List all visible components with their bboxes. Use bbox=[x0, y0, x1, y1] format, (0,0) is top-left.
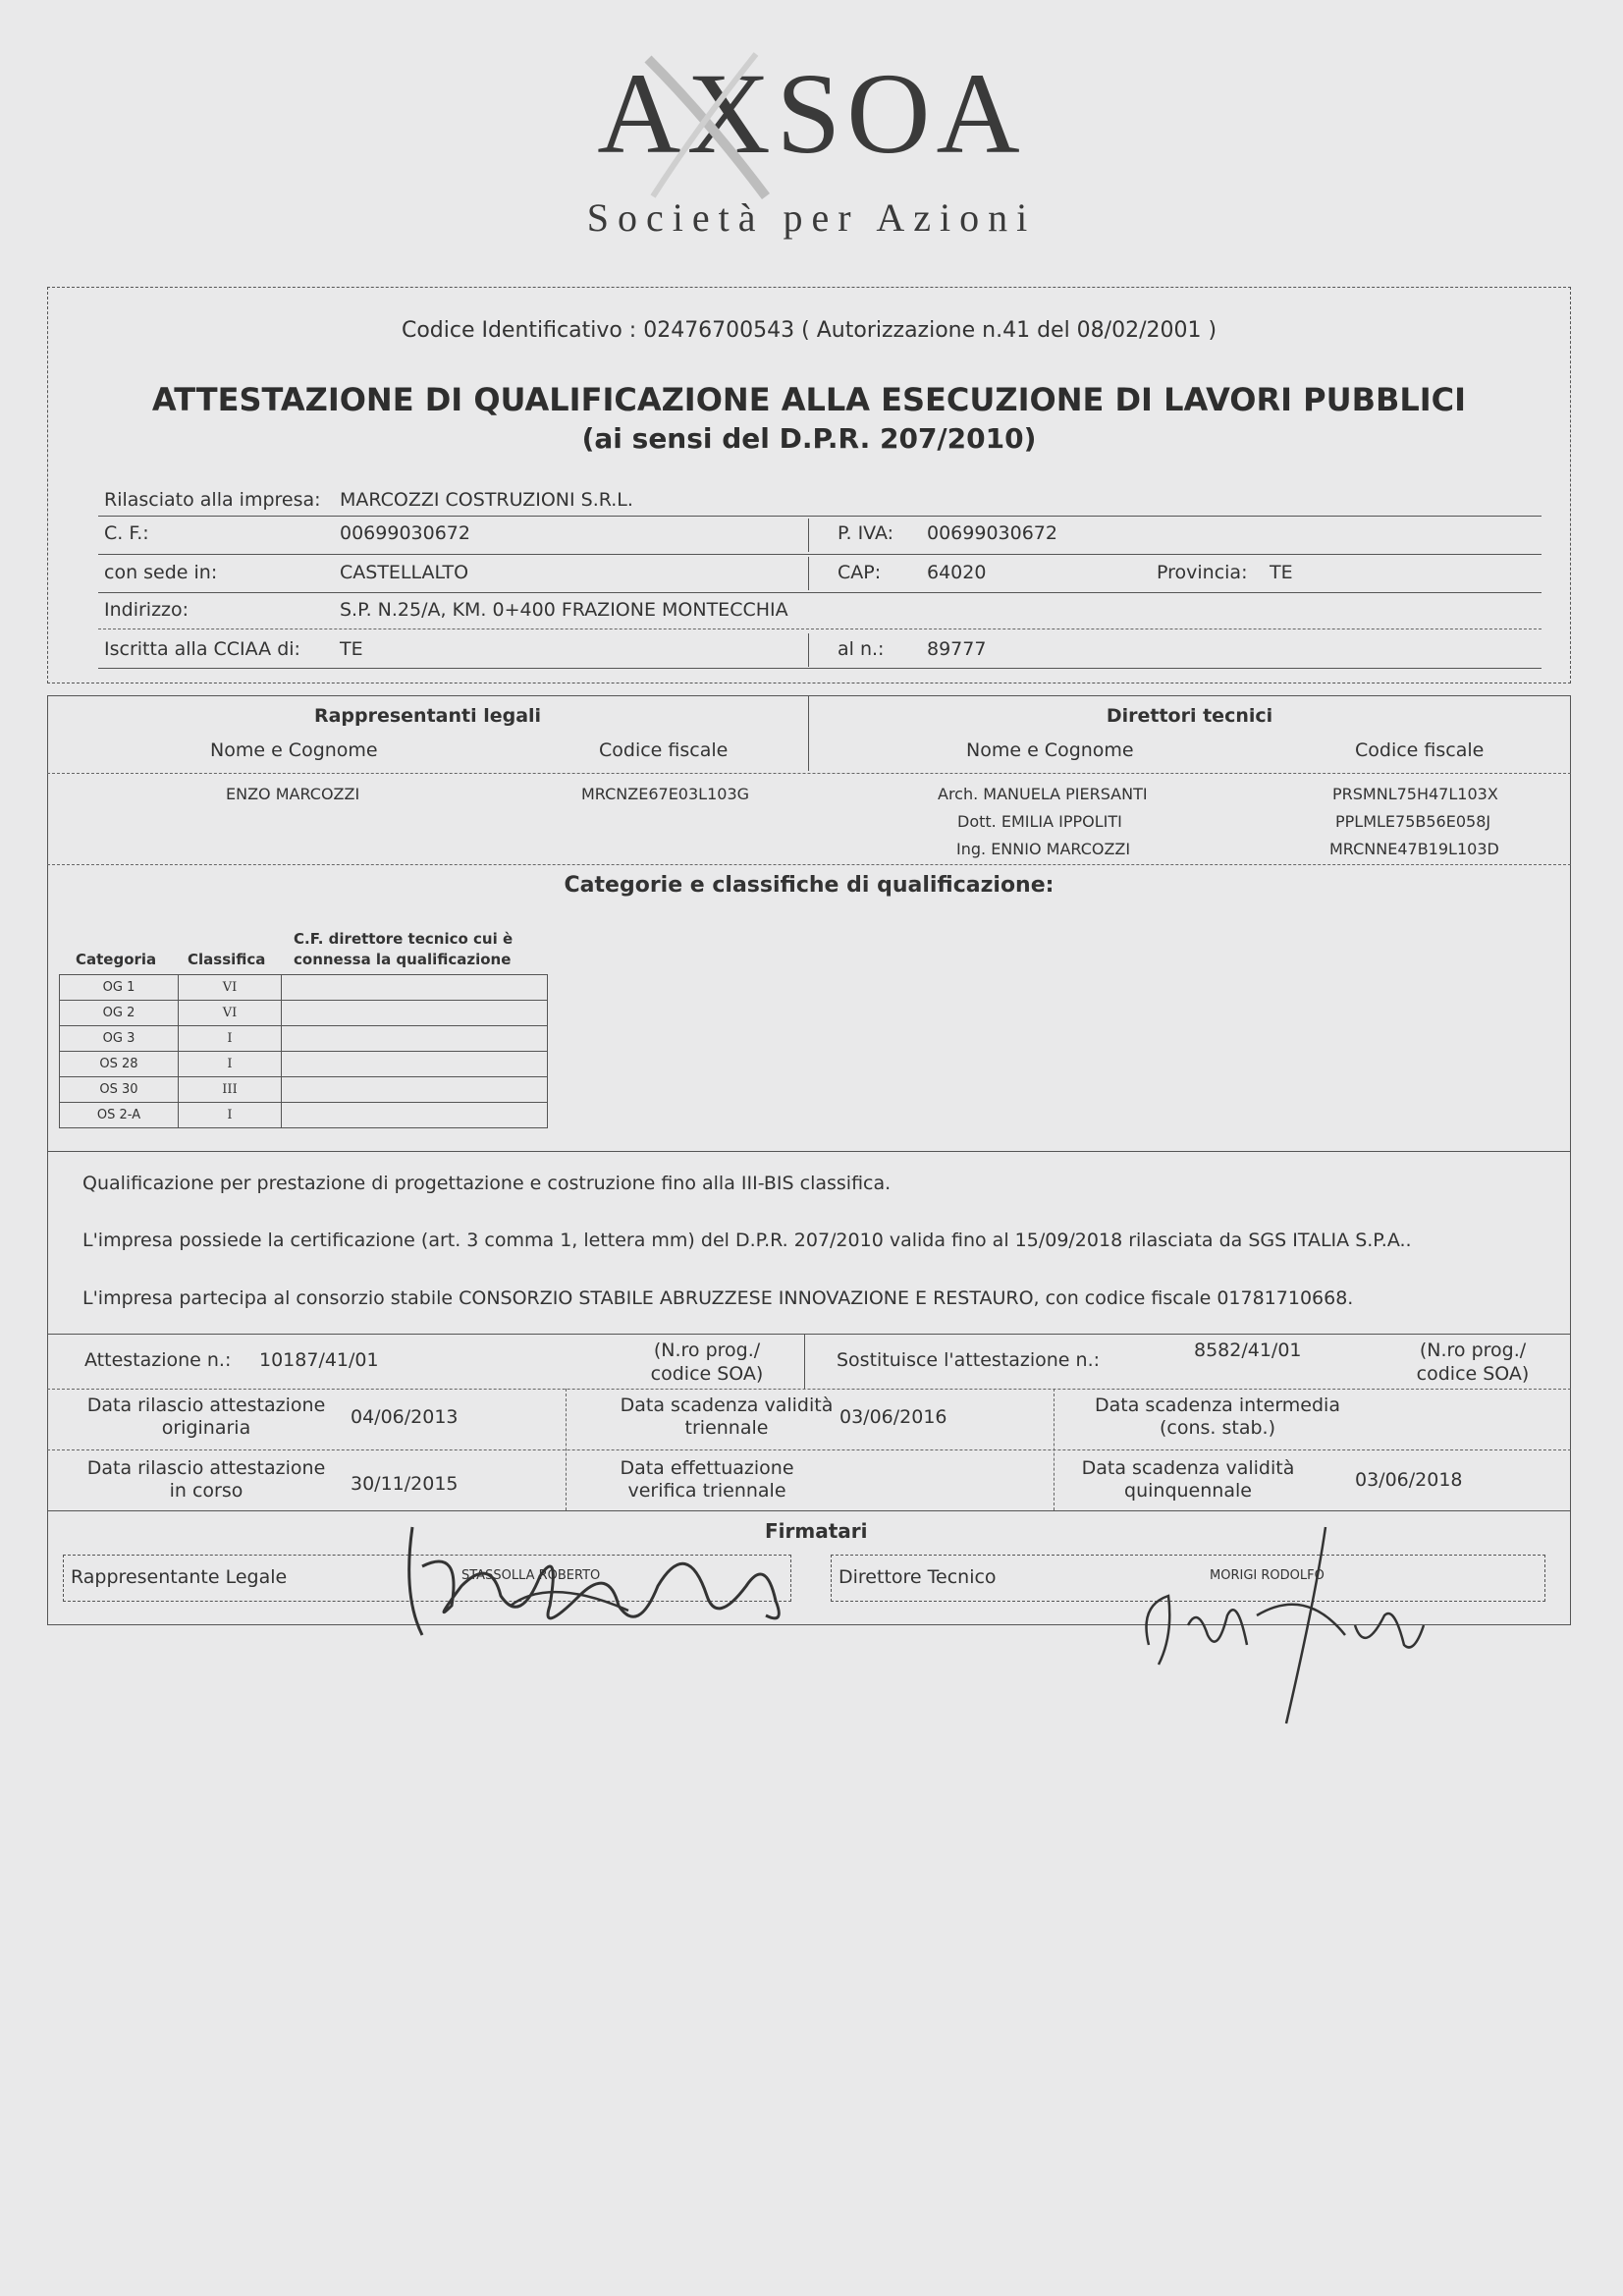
cat-cell: OS 2-A bbox=[60, 1103, 179, 1128]
prog-note-2b: codice SOA) bbox=[1416, 1363, 1530, 1385]
document-title: ATTESTAZIONE DI QUALIFICAZIONE ALLA ESECUZIONE DI LAVORI PUBBLICI bbox=[151, 381, 1467, 418]
legal-rep-name: ENZO MARCOZZI bbox=[226, 785, 360, 803]
company-name: MARCOZZI COSTRUZIONI S.R.L. bbox=[340, 489, 633, 511]
label-replaces: Sostituisce l'attestazione n.: bbox=[837, 1349, 1101, 1371]
tech-director-cf: MRCNNE47B19L103D bbox=[1329, 840, 1499, 858]
table-row bbox=[60, 1077, 548, 1103]
company-aln: 89777 bbox=[927, 638, 987, 660]
label-sede: con sede in: bbox=[104, 562, 218, 583]
cat-cell: OG 3 bbox=[60, 1026, 179, 1052]
label-scad-tri-2: triennale bbox=[684, 1417, 769, 1439]
label-cciaa: Iscritta alla CCIAA di: bbox=[104, 638, 300, 660]
cat-cell: OS 30 bbox=[60, 1077, 179, 1103]
label-rilascio-orig-2: originaria bbox=[161, 1417, 251, 1439]
label-aln: al n.: bbox=[838, 638, 885, 660]
legal-col-name: Nome e Cognome bbox=[210, 739, 378, 761]
label-scad-tri-1: Data scadenza validità bbox=[620, 1394, 834, 1416]
company-cciaa: TE bbox=[340, 638, 363, 660]
label-cap: CAP: bbox=[838, 562, 882, 583]
tech-signatory-label: Direttore Tecnico bbox=[839, 1566, 997, 1588]
label-company: Rilasciato alla impresa: bbox=[104, 489, 321, 511]
legal-signatory-name: STASSOLLA ROBERTO bbox=[461, 1568, 601, 1583]
prog-note-1b: codice SOA) bbox=[650, 1363, 764, 1385]
label-verifica-2: verifica triennale bbox=[627, 1480, 786, 1502]
class-cell: III bbox=[179, 1077, 282, 1103]
table-row bbox=[60, 975, 548, 1001]
legal-rep-cf: MRCNZE67E03L103G bbox=[581, 785, 750, 803]
label-cf: C. F.: bbox=[104, 522, 149, 544]
tech-col-cf: Codice fiscale bbox=[1355, 739, 1485, 761]
label-rilascio-corso-2: in corso bbox=[169, 1480, 243, 1502]
tech-director-name: Arch. MANUELA PIERSANTI bbox=[938, 785, 1148, 803]
label-scad-int-1: Data scadenza intermedia bbox=[1095, 1394, 1340, 1416]
cat-col-categoria: Categoria bbox=[76, 951, 157, 968]
company-cap: 64020 bbox=[927, 562, 987, 583]
company-cf: 00699030672 bbox=[340, 522, 470, 544]
company-indirizzo: S.P. N.25/A, KM. 0+400 FRAZIONE MONTECCHIA bbox=[340, 599, 788, 621]
cat-cell: OG 1 bbox=[60, 975, 179, 1001]
rilascio-orig: 04/06/2013 bbox=[351, 1406, 459, 1428]
class-cell: VI bbox=[179, 1001, 282, 1026]
categories-table bbox=[59, 974, 548, 1128]
logo-subtitle: Società per Azioni bbox=[586, 195, 1037, 240]
label-att-number: Attestazione n.: bbox=[84, 1349, 232, 1371]
scad-tri: 03/06/2016 bbox=[839, 1406, 947, 1428]
label-scad-int-2: (cons. stab.) bbox=[1159, 1417, 1275, 1439]
label-piva: P. IVA: bbox=[838, 522, 894, 544]
tech-signature bbox=[1129, 1517, 1443, 1728]
code-line: Codice Identificativo : 02476700543 ( Autorizzazione n.41 del 08/02/2001 ) bbox=[401, 318, 1217, 343]
class-cell: I bbox=[179, 1052, 282, 1077]
scad-quin: 03/06/2018 bbox=[1355, 1469, 1463, 1491]
legal-signature bbox=[393, 1507, 844, 1655]
company-piva: 00699030672 bbox=[927, 522, 1057, 544]
company-sede: CASTELLALTO bbox=[340, 562, 469, 583]
logo-mark: AXSOA bbox=[597, 49, 1026, 178]
note-line-1: Qualificazione per prestazione di progettazione e costruzione fino alla III-BIS classifica. bbox=[82, 1173, 892, 1194]
class-cell: VI bbox=[179, 975, 282, 1001]
label-provincia: Provincia: bbox=[1157, 562, 1248, 583]
tech-directors-heading: Direttori tecnici bbox=[1106, 705, 1273, 727]
cat-col-cf-line2: connessa la qualificazione bbox=[294, 951, 512, 968]
note-line-3: L'impresa partecipa al consorzio stabile CONSORZIO STABILE ABRUZZESE INNOVAZIONE E RESTAURO, con codice fiscale 01781710668. bbox=[82, 1287, 1354, 1309]
att-number: 10187/41/01 bbox=[259, 1349, 379, 1371]
class-cell: I bbox=[179, 1026, 282, 1052]
cat-cell: OG 2 bbox=[60, 1001, 179, 1026]
tech-director-name: Dott. EMILIA IPPOLITI bbox=[957, 812, 1122, 831]
replaces-number: 8582/41/01 bbox=[1194, 1339, 1302, 1361]
tech-signatory-name: MORIGI RODOLFO bbox=[1210, 1568, 1325, 1583]
rilascio-corso: 30/11/2015 bbox=[351, 1473, 459, 1495]
document-subtitle: (ai sensi del D.P.R. 207/2010) bbox=[581, 422, 1037, 455]
cf-cell bbox=[282, 1026, 548, 1052]
tech-director-cf: PRSMNL75H47L103X bbox=[1332, 785, 1498, 803]
table-row bbox=[60, 1052, 548, 1077]
prog-note-2: (N.ro prog./ bbox=[1419, 1339, 1527, 1361]
tech-director-name: Ing. ENNIO MARCOZZI bbox=[956, 840, 1131, 858]
label-scad-quin-2: quinquennale bbox=[1124, 1480, 1252, 1502]
table-row bbox=[60, 1026, 548, 1052]
cf-cell bbox=[282, 1001, 548, 1026]
label-scad-quin-1: Data scadenza validità bbox=[1081, 1457, 1295, 1479]
categories-heading: Categorie e classifiche di qualificazione: bbox=[564, 873, 1055, 898]
label-indirizzo: Indirizzo: bbox=[104, 599, 189, 621]
label-rilascio-corso-1: Data rilascio attestazione bbox=[86, 1457, 326, 1479]
label-rilascio-orig-1: Data rilascio attestazione bbox=[86, 1394, 326, 1416]
cat-col-classifica: Classifica bbox=[188, 951, 266, 968]
class-cell: I bbox=[179, 1103, 282, 1128]
cf-cell bbox=[282, 1077, 548, 1103]
legal-reps-heading: Rappresentanti legali bbox=[313, 705, 542, 727]
legal-col-cf: Codice fiscale bbox=[599, 739, 729, 761]
note-line-2: L'impresa possiede la certificazione (art. 3 comma 1, lettera mm) del D.P.R. 207/2010 valida fino al 15/09/2018 rilasciata da SGS ITALIA S.P.A.. bbox=[82, 1230, 1412, 1251]
label-verifica-1: Data effettuazione bbox=[620, 1457, 794, 1479]
table-row bbox=[60, 1103, 548, 1128]
legal-signatory-label: Rappresentante Legale bbox=[71, 1566, 288, 1588]
company-provincia: TE bbox=[1270, 562, 1293, 583]
logo-x-swoosh bbox=[628, 39, 785, 206]
signatories-heading: Firmatari bbox=[765, 1519, 868, 1543]
tech-director-cf: PPLMLE75B56E058J bbox=[1335, 812, 1491, 831]
table-row bbox=[60, 1001, 548, 1026]
cat-col-cf-line1: C.F. direttore tecnico cui è bbox=[294, 930, 514, 948]
header-box bbox=[47, 287, 1571, 683]
tech-col-name: Nome e Cognome bbox=[966, 739, 1134, 761]
cf-cell bbox=[282, 1103, 548, 1128]
cf-cell bbox=[282, 975, 548, 1001]
cf-cell bbox=[282, 1052, 548, 1077]
prog-note-1: (N.ro prog./ bbox=[653, 1339, 761, 1361]
cat-cell: OS 28 bbox=[60, 1052, 179, 1077]
